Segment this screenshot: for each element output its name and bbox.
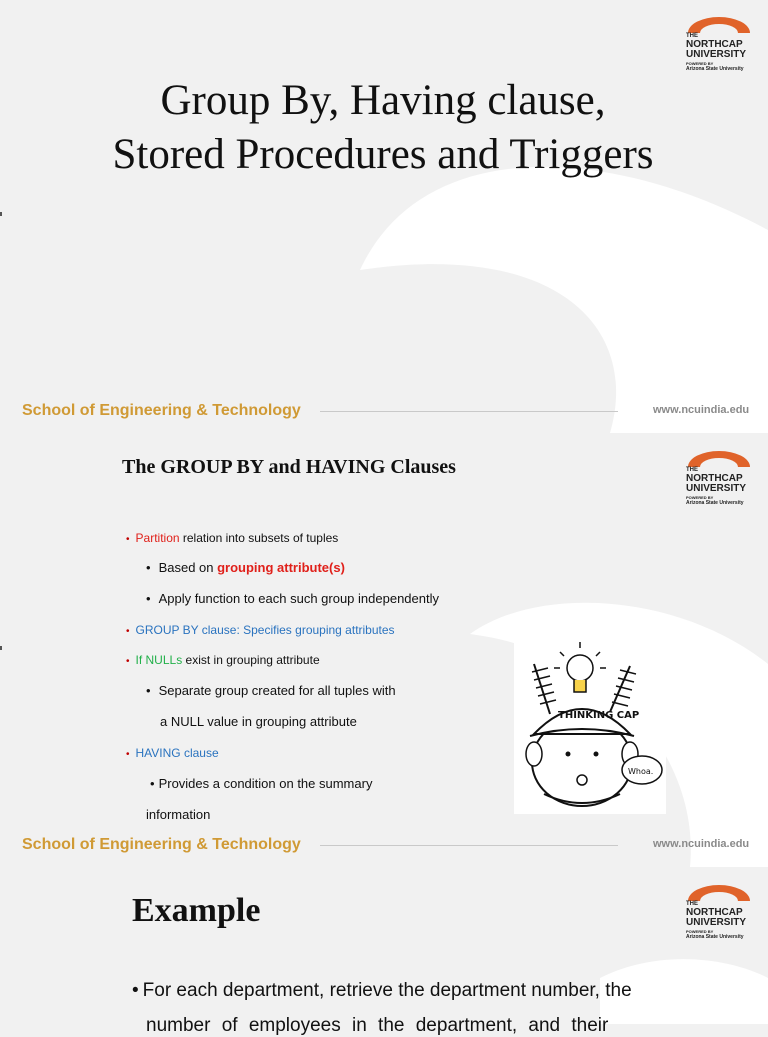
- bullet-dot-icon: •: [126, 656, 130, 667]
- bullet-dot-icon: •: [126, 534, 130, 545]
- slide-group-by-having: [0, 434, 768, 867]
- logo-text-the: THE: [686, 33, 698, 39]
- logo-text-powered-by: POWERED BY: [686, 929, 714, 934]
- sub-bullet-provides-condition: [150, 776, 372, 791]
- bullet-text: Separate group created for all tuples with: [158, 683, 396, 698]
- bullet-dot-icon: •: [126, 626, 130, 637]
- slide-example: [0, 868, 768, 1036]
- slide-title-text: Example: [132, 892, 261, 929]
- bullet-dot-icon: •: [146, 591, 151, 606]
- slide-edge-marker: [0, 646, 2, 650]
- speech-bubble-text: Whoa.: [628, 767, 654, 776]
- footer-school-name: School of Engineering & Technology: [22, 402, 301, 419]
- logo-text-university: UNIVERSITY: [686, 49, 747, 60]
- logo-arc-icon: [686, 884, 752, 902]
- sub-bullet-based-on: [146, 560, 345, 575]
- thinking-cap-illustration: [514, 634, 666, 814]
- logo-arc-icon: [686, 450, 752, 468]
- footer-website: www.ncuindia.edu: [653, 404, 750, 416]
- bullet-dot-icon: •: [146, 683, 151, 698]
- bullet-for-each-department: [132, 980, 632, 1002]
- logo-text-university: UNIVERSITY: [686, 917, 747, 928]
- logo-text-northcap: NORTHCAP: [686, 39, 743, 50]
- bullet-text: HAVING clause: [135, 746, 219, 760]
- sub-bullet-apply-function: [146, 591, 439, 606]
- bullet-partition: [126, 531, 338, 545]
- footer-website: www.ncuindia.edu: [653, 838, 750, 850]
- bullet-text: For each department, retrieve the department number, the: [142, 980, 632, 1001]
- bullet-text: Based on: [158, 560, 218, 575]
- slide-edge-marker: [0, 212, 2, 216]
- logo-text-northcap: NORTHCAP: [686, 907, 743, 918]
- bullet-text: Provides a condition on the summary: [158, 776, 373, 791]
- logo-text-powered-by: POWERED BY: [686, 61, 714, 66]
- logo-text-the: THE: [686, 467, 698, 473]
- logo-text-university: UNIVERSITY: [686, 483, 747, 494]
- bullet-if-nulls: [126, 653, 320, 667]
- bullet-keyword: grouping attribute(s): [217, 560, 345, 575]
- logo-text-the: THE: [686, 901, 698, 907]
- bullet-for-each-department-cont: number of employees in the department, and their: [146, 1015, 609, 1036]
- sub-bullet-separate-group-cont: a NULL value in grouping attribute: [160, 714, 357, 729]
- bullet-dot-icon: •: [146, 560, 151, 575]
- footer-divider: [320, 845, 618, 846]
- sub-bullet-provides-condition-cont: information: [146, 807, 211, 822]
- bullet-text: relation into subsets of tuples: [179, 531, 339, 545]
- university-logo: [684, 16, 754, 82]
- bullet-text: GROUP BY clause: Specifies grouping attributes: [135, 623, 395, 637]
- bullet-dot-icon: •: [150, 776, 155, 791]
- footer-school-name: School of Engineering & Technology: [22, 836, 301, 853]
- bullet-dot-icon: •: [132, 980, 139, 1001]
- university-logo: [684, 884, 754, 950]
- slide-title: [0, 0, 768, 433]
- logo-arc-icon: [686, 16, 752, 34]
- cap-label: THINKING CAP: [558, 710, 640, 721]
- slide-title-text: Group By, Having clause, Stored Procedures and Triggers: [112, 77, 654, 178]
- logo-text-powered-by: POWERED BY: [686, 495, 714, 500]
- bullet-text: exist in grouping attribute: [182, 653, 320, 667]
- university-logo: [684, 450, 754, 516]
- sub-bullet-separate-group: [146, 683, 396, 698]
- bullet-keyword: Partition: [135, 531, 180, 545]
- logo-text-northcap: NORTHCAP: [686, 473, 743, 484]
- thinking-cap-drawing: [514, 634, 666, 814]
- logo-text-asu: Arizona State University: [686, 66, 744, 72]
- bullet-keyword: If NULLs: [135, 653, 183, 667]
- logo-text-asu: Arizona State University: [686, 934, 744, 940]
- background-arc-decoration: [0, 0, 768, 433]
- slide-title-text: The GROUP BY and HAVING Clauses: [122, 456, 456, 478]
- bullet-text: Apply function to each such group independently: [158, 591, 439, 606]
- bullet-dot-icon: •: [126, 749, 130, 760]
- bullet-having: [126, 746, 219, 760]
- bullet-group-by: [126, 623, 395, 637]
- footer-divider: [320, 411, 618, 412]
- logo-text-asu: Arizona State University: [686, 500, 744, 506]
